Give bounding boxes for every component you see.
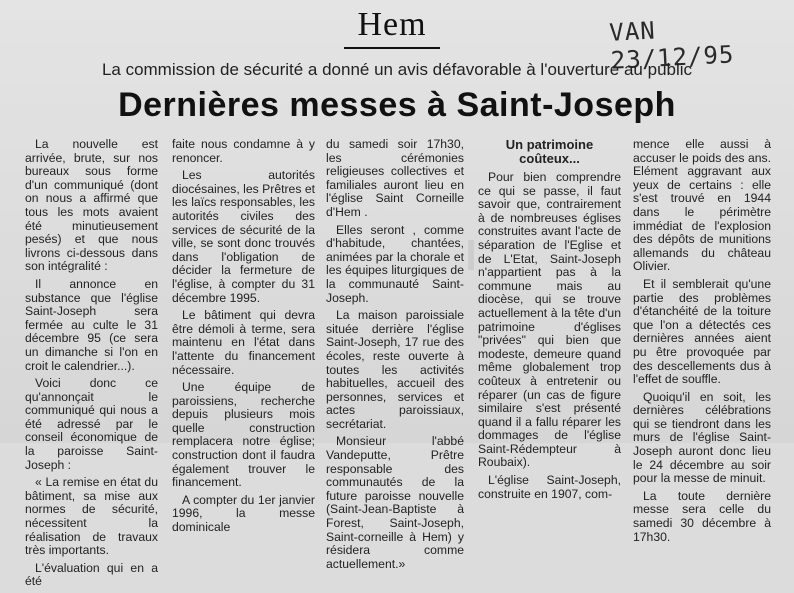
- paragraph: L'évaluation qui en a été: [25, 560, 158, 589]
- paragraph: L'église Saint-Joseph, construite en 1907, com-: [478, 473, 621, 501]
- article-column-1: [25, 138, 158, 593]
- section-masthead: [344, 7, 440, 49]
- paragraph: Quoiqu'il en soit, les dernières célébrations qui se tiendront dans les murs de l'église Saint-Joseph auront donc lieu le 24 décembre au soir pour la messe de minuit.: [633, 389, 771, 486]
- article-column-4: [478, 138, 621, 505]
- subheading-line: coûteux...: [519, 151, 580, 166]
- paragraph: Une équipe de paroissiens, recherche depuis plusieurs mois quelle construction remplacera notre église; construction dont il faudra également trouver le financement.: [172, 380, 315, 490]
- article-kicker: La commission de sécurité a donné un avis défavorable à l'ouverture au public: [101, 60, 693, 79]
- paragraph: La nouvelle est arrivée, brute, sur nos bureaux sous forme d'un communiqué (dont on nous a affirmé que tous les mots avaient été minutieusement pesés) et que nous livrons ci-dessous dans son intégralité :: [25, 137, 158, 274]
- handwritten-date: VAN 23/12/95: [608, 16, 736, 75]
- section-title: Hem: [357, 6, 427, 43]
- paragraph: Il annonce en substance que l'église Saint-Joseph sera fermée au culte le 31 décembre 95 (ce sera un dimanche si l'on en croit le calendrier...).: [25, 276, 158, 373]
- paragraph: Et il semblerait qu'une partie des problèmes d'étanchéité de la toiture que l'on a détectés ces dernières années aient pu être provoquée par des descellements dus à l'effet de souffle.: [633, 276, 771, 387]
- paragraph: A compter du 1er janvier 1996, la messe dominicale: [172, 492, 315, 535]
- paragraph: faite nous condamne à y renoncer.: [172, 137, 315, 165]
- paragraph: Monsieur l'abbé Vandeputte, Prêtre responsable des communautés de la future paroisse nouvelle (Saint-Jean-Baptiste à Forest, Saint-Joseph, Saint-corneille à Hem) y résidera comme actuellement.»: [326, 434, 464, 571]
- article-column-3: [326, 138, 464, 575]
- paragraph: Voici donc ce qu'annonçait le communiqué qui nous a été adressé par le conseil économique de la paroisse Saint-Joseph :: [25, 376, 158, 472]
- paragraph: Pour bien comprendre ce qui se passe, il faut savoir que, contrairement à de nombreuses églises construites avant l'acte de séparation de l'Eglise et de L'Etat, Saint-Joseph n'appartient pas à la commune mais au diocèse, qui se trouve actuellement à la tête d'un patrimoine d'églises "privées" qui bien que modeste, demeure quand même globalement trop coûteux à entretenir ou réparer (un cas de figure similaire s'est présenté quand il a fallu réparer les dommages de l'église Saint-Rédempteur à Roubaix).: [478, 170, 621, 470]
- paragraph: La toute dernière messe sera celle du samedi 30 décembre à 17h30.: [633, 488, 771, 544]
- article-column-2: [172, 138, 315, 539]
- subheading: [478, 138, 621, 166]
- paragraph: Le bâtiment qui devra être démoli à terme, sera maintenu en l'état dans l'attente du financement nécessaire.: [172, 308, 315, 377]
- paragraph: La maison paroissiale située derrière l'église Saint-Joseph, 17 rue des écoles, reste ouverte à toutes les activités habituelles, accueil des personnes, services et actes paroissiaux, secrétariat.: [326, 308, 464, 431]
- paragraph: Elles seront , comme d'habitude, chantées, animées par la chorale et les équipes liturgiques de la communauté Saint-Joseph.: [326, 222, 464, 305]
- article-headline: Dernières messes à Saint-Joseph: [118, 86, 676, 124]
- article-column-5: [633, 138, 771, 548]
- paragraph: mence elle aussi à accuser le poids des ans. Elément aggravant aux yeux de certains : elle s'est trouvé en 1944 dans le périmètre immédiat de l'explosion des dépôts de munitions allemands du château Olivier.: [633, 137, 771, 274]
- paper-crease: [468, 240, 474, 270]
- paragraph: « La remise en état du bâtiment, sa mise aux normes de sécurité, nécessitent la réalisation de travaux très importants.: [25, 475, 158, 558]
- paragraph: du samedi soir 17h30, les cérémonies religieuses collectives et familiales auront lieu en l'église Saint Corneille d'Hem .: [326, 137, 464, 219]
- paragraph: Les autorités diocésaines, les Prêtres et les laïcs responsables, les autorités civiles des services de sécurité de la ville, se sont donc trouvés dans l'obligation de décider la fermeture de l'église, à compter du 31 décembre 1995.: [172, 168, 315, 305]
- masthead-rule: [344, 47, 440, 49]
- subheading-line: Un patrimoine: [505, 137, 594, 152]
